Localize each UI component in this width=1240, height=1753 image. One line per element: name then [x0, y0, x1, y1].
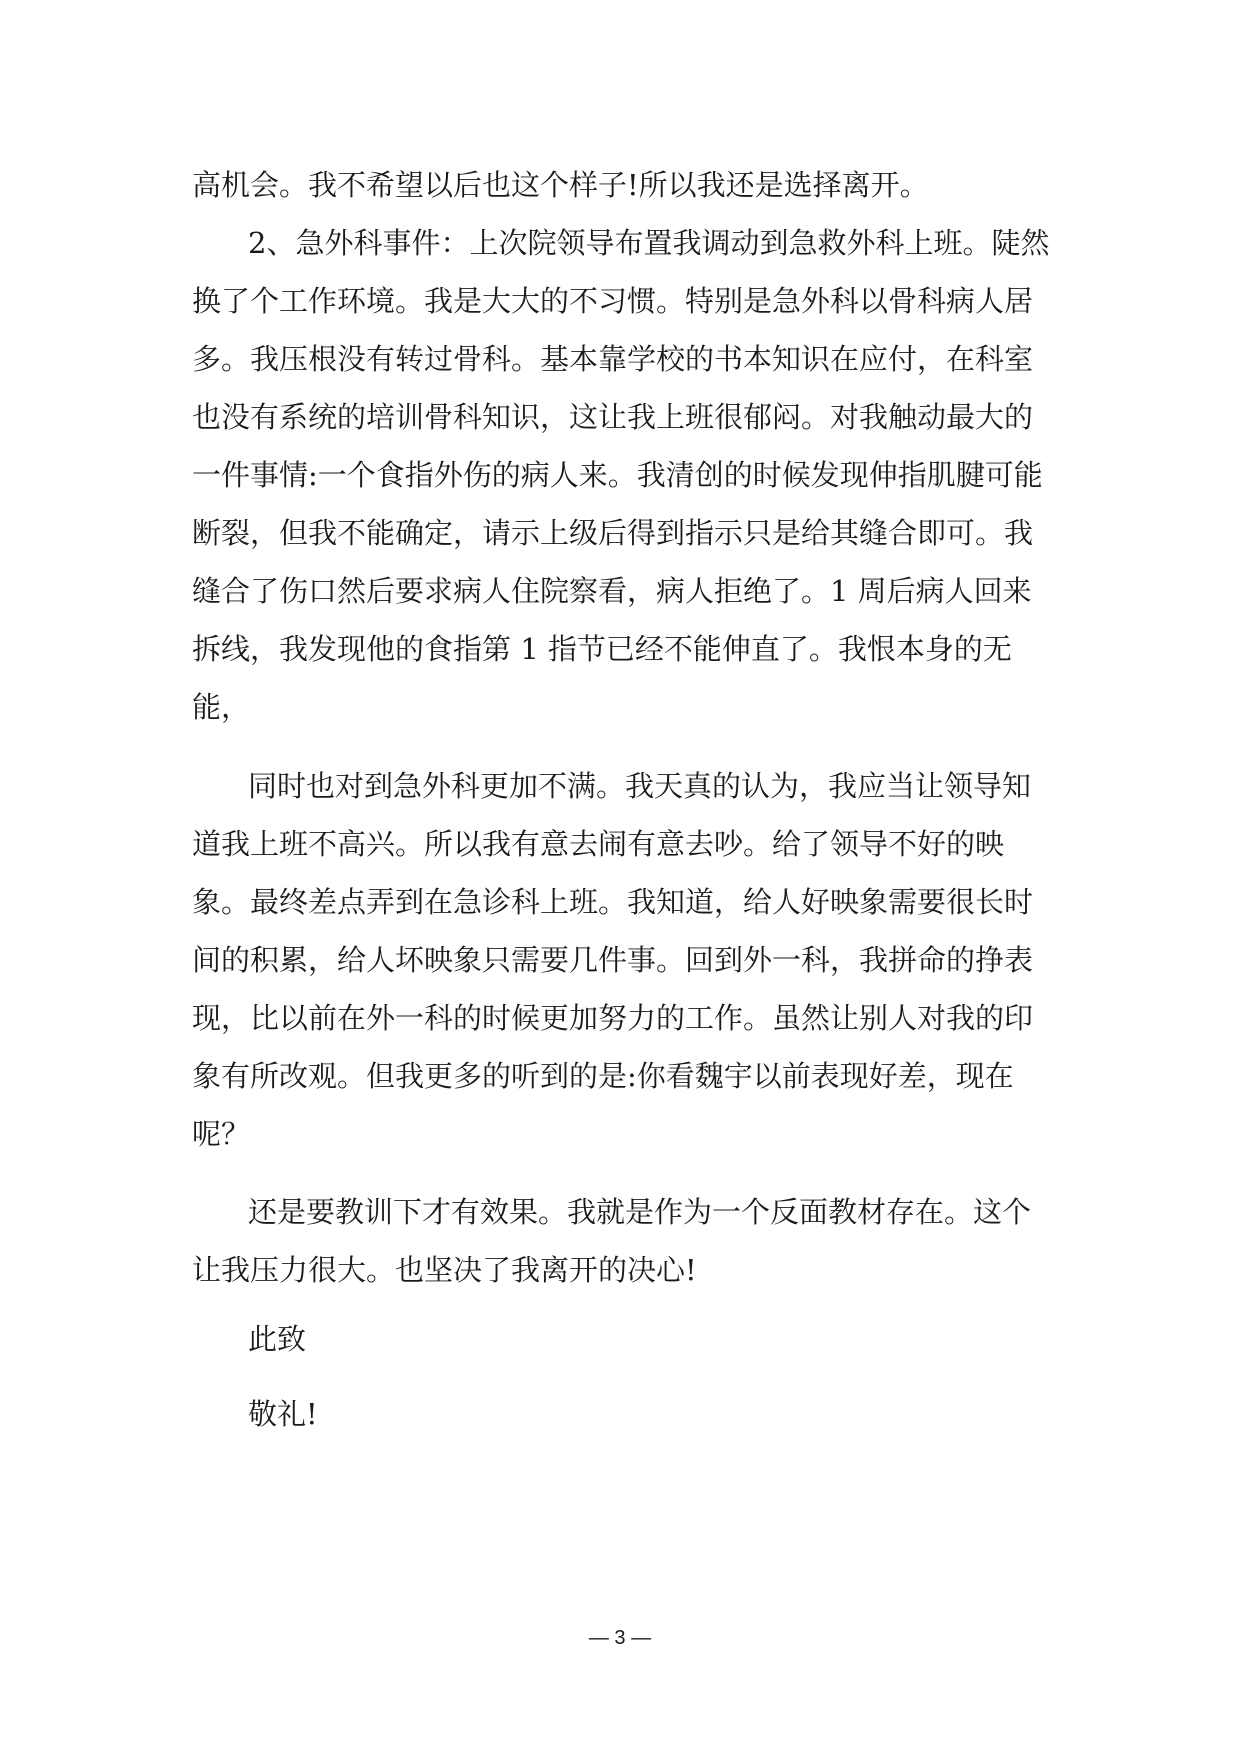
text-line: 换了个工作环境。我是大大的不习惯。特别是急外科以骨科病人居 — [192, 284, 1034, 318]
text-line: 断裂，但我不能确定，请示上级后得到指示只是给其缝合即可。我 — [192, 516, 1034, 550]
text-line: 能， — [192, 690, 251, 724]
text-line: 道我上班不高兴。所以我有意去闹有意去吵。给了领导不好的映 — [192, 827, 1005, 861]
text-line: 象。最终差点弄到在急诊科上班。我知道，给人好映象需要很长时 — [192, 885, 1034, 919]
text-line: 2、急外科事件：上次院领导布置我调动到急救外科上班。陡然 — [248, 226, 1050, 260]
text-line: 让我压力很大。也坚决了我离开的决心! — [192, 1253, 697, 1287]
text-line: 还是要教训下才有效果。我就是作为一个反面教材存在。这个 — [248, 1195, 1032, 1229]
text-line: 一件事情:一个食指外伤的病人来。我清创的时候发现伸指肌腱可能 — [192, 458, 1043, 492]
text-line: 同时也对到急外科更加不满。我天真的认为，我应当让领导知 — [248, 769, 1032, 803]
text-line: 也没有系统的培训骨科知识，这让我上班很郁闷。对我触动最大的 — [192, 400, 1034, 434]
text-line: 多。我压根没有转过骨科。基本靠学校的书本知识在应付，在科室 — [192, 342, 1034, 376]
salutation-line: 敬礼! — [248, 1397, 318, 1431]
salutation-line: 此致 — [248, 1322, 307, 1356]
page-number: — 3 — — [588, 1627, 652, 1649]
text-line: 呢？ — [192, 1117, 251, 1151]
text-line: 间的积累，给人坏映象只需要几件事。回到外一科，我拼命的挣表 — [192, 943, 1034, 977]
text-line: 象有所改观。但我更多的听到的是:你看魏宇以前表现好差，现在 — [192, 1059, 1014, 1093]
text-line: 高机会。我不希望以后也这个样子!所以我还是选择离开。 — [192, 168, 929, 202]
text-line: 现，比以前在外一科的时候更加努力的工作。虽然让别人对我的印 — [192, 1001, 1034, 1035]
text-line: 拆线，我发现他的食指第 1 指节已经不能伸直了。我恨本身的无 — [192, 632, 1012, 666]
text-line: 缝合了伤口然后要求病人住院察看，病人拒绝了。1 周后病人回来 — [192, 574, 1032, 608]
